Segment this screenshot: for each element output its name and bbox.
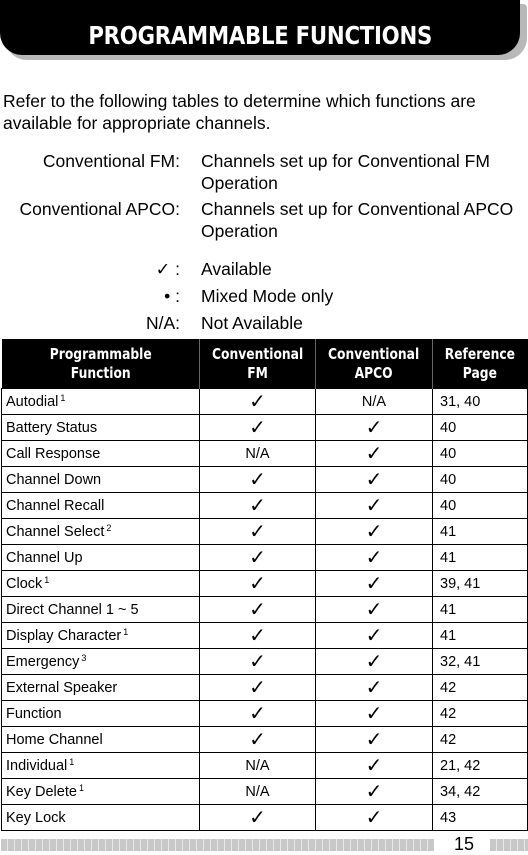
apco-availability-cell: ✓ [316,545,433,571]
function-name: Channel Up [6,549,83,566]
footnote-marker: 1 [44,575,50,585]
table-row [2,519,528,545]
function-name: Key Lock [6,809,66,826]
apco-availability-cell: ✓ [316,649,433,675]
apco-availability-cell: ✓ [316,779,433,805]
apco-availability-cell: ✓ [316,597,433,623]
table-row [2,441,528,467]
function-name-cell [2,753,200,779]
fm-availability-cell: ✓ [200,545,316,571]
definition-desc: Channels set up for Conventional APCO Operation [201,199,514,241]
function-name: Individual [6,758,68,774]
table-row [2,545,528,571]
table-row [2,493,528,519]
apco-availability-cell: ✓ [316,493,433,519]
fm-availability-cell: ✓ [200,597,316,623]
function-name-cell [2,597,200,623]
column-header: Programmable Function [2,339,200,389]
definition-desc: Not Available [201,313,303,333]
table-row [2,415,528,441]
reference-page-cell: 31, 40 [433,389,528,415]
footer-bar [490,839,528,851]
footnote-marker: 1 [60,393,66,403]
apco-availability-cell: ✓ [316,623,433,649]
fm-availability-cell: ✓ [200,493,316,519]
table-row [2,467,528,493]
function-name-cell [2,389,200,415]
definition-desc: Mixed Mode only [201,286,334,306]
function-name: Channel Down [6,471,102,488]
table-row [2,779,528,805]
function-name: Channel Recall [6,497,105,514]
apco-availability-cell: ✓ [316,805,433,831]
definition-term: • : [164,286,180,306]
fm-availability-cell: ✓ [200,727,316,753]
column-header: Conventional APCO [316,339,433,389]
apco-availability-cell: ✓ [316,571,433,597]
fm-availability-cell: ✓ [200,389,316,415]
fm-availability-cell: ✓ [200,805,316,831]
reference-page-cell: 40 [433,467,528,493]
apco-availability-cell: ✓ [316,441,433,467]
fm-availability-cell: N/A [200,441,316,467]
fm-availability-cell: ✓ [200,467,316,493]
apco-availability-cell: ✓ [316,701,433,727]
fm-availability-cell: ✓ [200,415,316,441]
reference-page-cell: 41 [433,597,528,623]
fm-availability-cell: N/A [200,779,316,805]
table-row [2,649,528,675]
reference-page-cell: 21, 42 [433,753,528,779]
fm-availability-cell: ✓ [200,623,316,649]
function-name: Home Channel [6,731,103,748]
reference-page-cell: 42 [433,701,528,727]
table-row [2,805,528,831]
function-name: Emergency [6,654,80,670]
apco-availability-cell: ✓ [316,753,433,779]
function-name-cell [2,779,200,805]
function-name-cell [2,415,200,441]
function-name: External Speaker [6,679,118,696]
page-header [0,0,520,55]
function-name-cell [2,623,200,649]
fm-availability-cell: N/A [200,753,316,779]
intro-paragraph: Refer to the following tables to determine which functions are available for appropriate channels. [3,91,476,133]
reference-page-cell: 42 [433,675,528,701]
footnote-marker: 3 [81,653,87,663]
apco-availability-cell: N/A [316,389,433,415]
definition-term: Conventional FM: [42,151,180,171]
reference-page-cell: 41 [433,545,528,571]
column-header: Reference Page [433,339,528,389]
footnote-marker: 1 [78,783,84,793]
definition-term: ✓ : [155,259,180,279]
function-name-cell [2,519,200,545]
function-name-cell [2,441,200,467]
fm-availability-cell: ✓ [200,701,316,727]
function-name: Display Character [6,628,122,644]
reference-page-cell: 39, 41 [433,571,528,597]
function-name: Autodial [6,394,59,410]
function-name-cell [2,675,200,701]
reference-page-cell: 40 [433,441,528,467]
reference-page-cell: 41 [433,623,528,649]
page-number: 15 [453,834,475,854]
definition-desc: Channels set up for Conventional FM Operation [201,151,490,193]
function-name: Call Response [6,445,101,462]
apco-availability-cell: ✓ [316,467,433,493]
table-row [2,623,528,649]
function-name-cell [2,571,200,597]
functions-table [1,339,528,831]
fm-availability-cell: ✓ [200,649,316,675]
footnote-marker: 1 [69,757,75,767]
column-header: Conventional FM [200,339,316,389]
table-row [2,727,528,753]
function-name: Direct Channel 1 ~ 5 [6,601,139,618]
definition-term: N/A: [145,313,180,333]
fm-availability-cell: ✓ [200,519,316,545]
footnote-marker: 2 [106,523,112,533]
definition-desc: Available [201,259,272,279]
apco-availability-cell: ✓ [316,519,433,545]
table-row [2,753,528,779]
footer-bar [1,839,434,851]
reference-page-cell: 42 [433,727,528,753]
function-name-cell [2,545,200,571]
table-row [2,571,528,597]
fm-availability-cell: ✓ [200,571,316,597]
function-name: Battery Status [6,419,98,436]
reference-page-cell: 43 [433,805,528,831]
function-name: Channel Select [6,524,105,540]
reference-page-cell: 41 [433,519,528,545]
apco-availability-cell: ✓ [316,727,433,753]
function-name-cell [2,467,200,493]
page-title: PROGRAMMABLE FUNCTIONS [88,21,432,50]
function-name-cell [2,493,200,519]
table-row [2,389,528,415]
fm-availability-cell: ✓ [200,675,316,701]
apco-availability-cell: ✓ [316,415,433,441]
table-header-row [2,339,528,389]
definition-term: Conventional APCO: [19,199,180,219]
table-row [2,597,528,623]
function-name-cell [2,649,200,675]
table-row [2,675,528,701]
function-name: Function [6,705,62,722]
function-name: Key Delete [6,784,77,800]
reference-page-cell: 34, 42 [433,779,528,805]
footnote-marker: 1 [123,627,129,637]
reference-page-cell: 40 [433,493,528,519]
reference-page-cell: 40 [433,415,528,441]
function-name-cell [2,727,200,753]
function-name: Clock [6,576,43,592]
reference-page-cell: 32, 41 [433,649,528,675]
function-name-cell [2,805,200,831]
table-row [2,701,528,727]
apco-availability-cell: ✓ [316,675,433,701]
function-name-cell [2,701,200,727]
